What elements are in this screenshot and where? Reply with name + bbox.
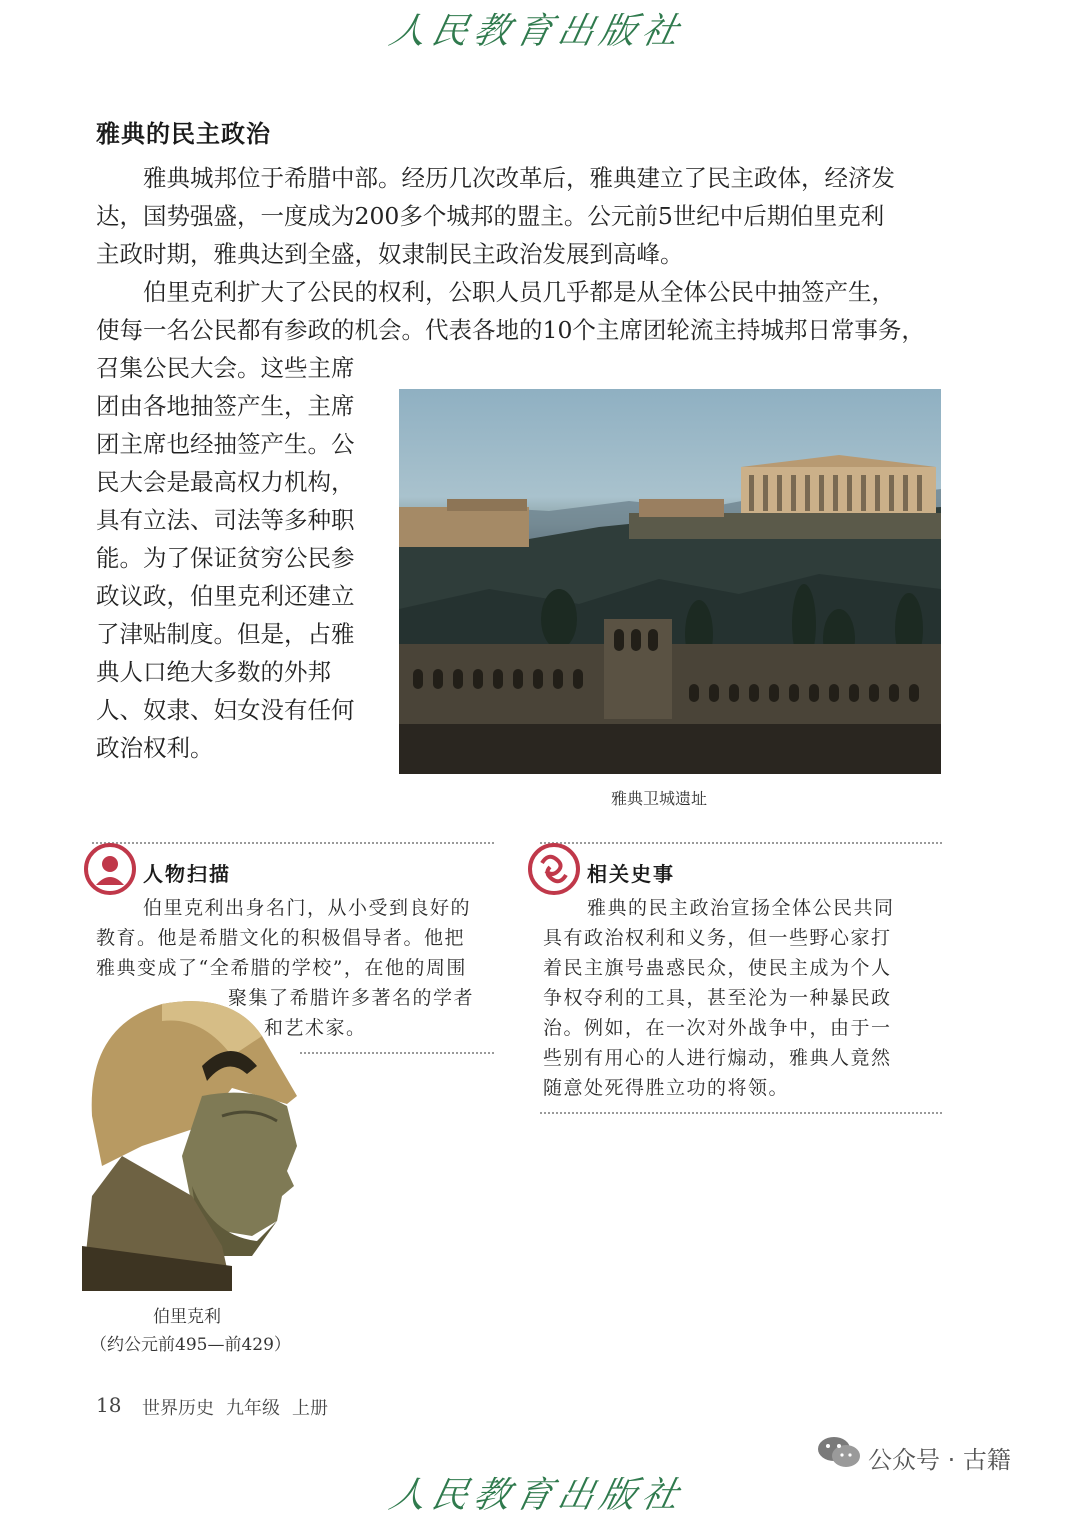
box-history-line: 着民主旗号蛊惑民众，使民主成为个人 [543, 957, 892, 979]
box-person-line: 伯里克利出身名门，从小受到良好的 [143, 897, 472, 919]
box-title-person: 人物扫描 [143, 862, 231, 886]
body-line: 政议政，伯里克利还建立 [96, 582, 355, 610]
box-divider-bottom [540, 1112, 942, 1114]
box-history-line: 争权夺利的工具，甚至沦为一种暴民政 [543, 987, 892, 1009]
body-line: 政治权利。 [96, 734, 214, 762]
body-line: 团由各地抽签产生，主席 [96, 392, 355, 420]
footer-book-title: 世界历史 [142, 1398, 214, 1419]
acropolis-photo [399, 389, 941, 774]
page-number: 18 [96, 1393, 122, 1417]
box-divider-bottom [300, 1052, 494, 1054]
section-title: 雅典的民主政治 [96, 120, 271, 148]
box-person-line: 和艺术家。 [264, 1017, 367, 1039]
bust-dates: （约公元前495—前429） [90, 1335, 291, 1355]
body-line: 典人口绝大多数的外邦 [96, 658, 331, 686]
body-line: 民大会是最高权力机构， [96, 468, 355, 496]
publisher-logo-top: 人民教育出版社 [385, 11, 689, 52]
body-line: 人、奴隶、妇女没有任何 [96, 696, 355, 724]
body-line: 召集公民大会。这些主席 [96, 354, 355, 382]
body-line: 伯里克利扩大了公民的权利，公职人员几乎都是从全体公民中抽签产生， [143, 278, 895, 306]
bust-caption: 伯里克利 [153, 1307, 221, 1327]
box-person-line: 教育。他是希腊文化的积极倡导者。他把 [96, 927, 466, 949]
spiral-icon [528, 843, 580, 895]
body-line: 团主席也经抽签产生。公 [96, 430, 355, 458]
box-history-line: 具有政治权利和义务，但一些野心家打 [543, 927, 892, 949]
body-line: 能。为了保证贫穷公民参 [96, 544, 355, 572]
box-divider-top [92, 842, 494, 844]
publisher-logo-bottom: 人民教育出版社 [385, 1475, 689, 1516]
watermark-text: 公众号 · 古籍 [868, 1446, 1011, 1474]
box-divider-top [540, 842, 942, 844]
body-line: 主政时期，雅典达到全盛，奴隶制民主政治发展到高峰。 [96, 240, 684, 268]
body-line: 了津贴制度。但是，占雅 [96, 620, 355, 648]
body-line: 达，国势强盛，一度成为200多个城邦的盟主。公元前5世纪中后期伯里克利 [96, 202, 885, 230]
pericles-bust-image [82, 996, 307, 1291]
box-history-line: 些别有用心的人进行煽动，雅典人竟然 [543, 1047, 892, 1069]
footer-grade: 九年级 [226, 1398, 280, 1419]
acropolis-illustration [399, 389, 941, 774]
box-history-line: 随意处死得胜立功的将领。 [543, 1077, 790, 1099]
box-title-history: 相关史事 [587, 862, 675, 886]
body-line: 使每一名公民都有参政的机会。代表各地的10个主席团轮流主持城邦日常事务， [96, 316, 925, 344]
box-person-line: 雅典变成了“全希腊的学校”，在他的周围 [96, 957, 467, 979]
box-person-line: 聚集了希腊许多著名的学者 [228, 987, 475, 1009]
body-line: 雅典城邦位于希腊中部。经历几次改革后，雅典建立了民主政体，经济发 [143, 164, 895, 192]
photo-caption: 雅典卫城遗址 [611, 789, 708, 808]
person-icon [84, 843, 136, 895]
box-history-line: 治。例如，在一次对外战争中，由于一 [543, 1017, 892, 1039]
wechat-icon [816, 1434, 862, 1470]
footer-volume: 上册 [292, 1398, 328, 1419]
body-line: 具有立法、司法等多种职 [96, 506, 355, 534]
box-history-line: 雅典的民主政治宣扬全体公民共同 [587, 897, 895, 919]
